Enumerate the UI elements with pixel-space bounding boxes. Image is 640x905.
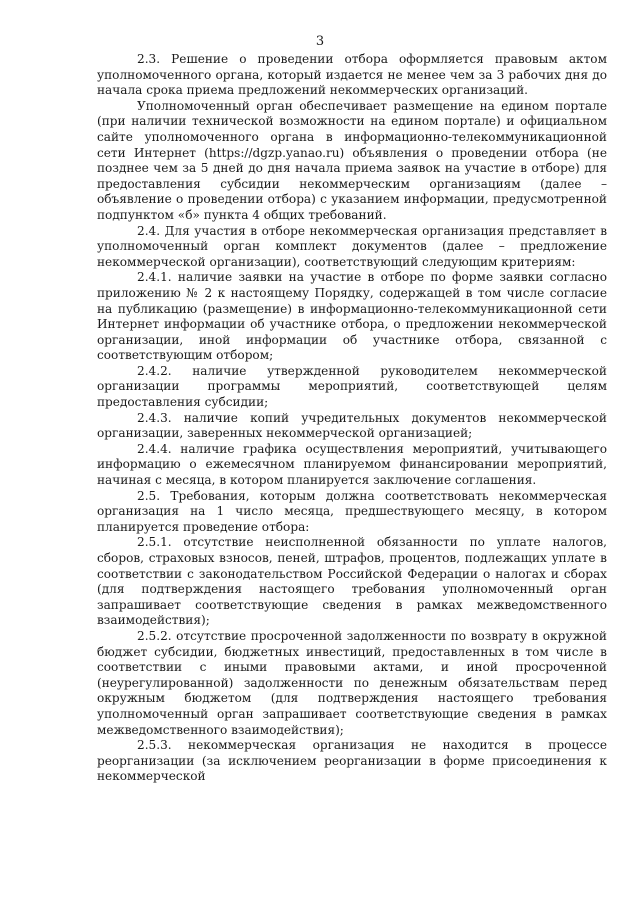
- paragraph-publication-notice: Уполномоченный орган обеспечивает размещение на едином портале (при наличии технической возможности на едином портале) и официальном сайте уполномоченного органа в информационно-телекоммуникационной сети Интернет (https://dgzp.yanao.ru) объявления о проведении отбора (не позднее чем за 5 дней до дня начала приема заявок на участие в отборе) для предоставления субсидии некоммерческим организациям (далее – объявление о проведении отбора) с указанием информации, предусмотренной подпунктом «б» пункта 4 общих требований.: [97, 98, 607, 222]
- paragraph-2-5-2: 2.5.2. отсутствие просроченной задолженности по возврату в окружной бюджет субсидии, бюджетных инвестиций, предоставленных в том числе в соответствии с иными правовыми актами, и иной просроченной (неурегулированной) задолженности по денежным обязательствам перед окружным бюджетом (для подтверждения настоящего требования уполномоченный орган запрашивает соответствующие сведения в рамках межведомственного взаимодействия);: [97, 628, 607, 737]
- paragraph-2-5-3: 2.5.3. некоммерческая организация не находится в процессе реорганизации (за исключением реорганизации в форме присоединения к некоммерческой: [97, 738, 607, 784]
- paragraph-2-3: 2.3. Решение о проведении отбора оформляется правовым актом уполномоченного органа, который издается не менее чем за 3 рабочих дня до начала срока приема предложений некоммерческих организаций.: [97, 52, 607, 98]
- paragraph-2-5: 2.5. Требования, которым должна соответствовать некоммерческая организация на 1 число месяца, предшествующего месяцу, в котором планируется проведение отбора:: [97, 488, 607, 534]
- paragraph-2-4-4: 2.4.4. наличие графика осуществления мероприятий, учитывающего информацию о ежемесячном планируемом финансировании мероприятий, начиная с месяца, в котором планируется заключение соглашения.: [97, 441, 607, 488]
- paragraph-2-4-1: 2.4.1. наличие заявки на участие в отборе по форме заявки согласно приложению № 2 к настоящему Порядку, содержащей в том числе согласие на публикацию (размещение) в информационно-телекоммуникационной сети Интернет информации об участнике отбора, о предложении некоммерческой организации, иной информации об участнике отбора, связанной с соответствующим отбором;: [97, 270, 607, 363]
- paragraph-2-5-1: 2.5.1. отсутствие неисполненной обязанности по уплате налогов, сборов, страховых взносов, пеней, штрафов, процентов, подлежащих уплате в соответствии с законодательством Российской Федерации о налогах и сборах (для подтверждения настоящего требования уполномоченный орган запрашивает соответствующие сведения в рамках межведомственного взаимодействия);: [97, 535, 607, 628]
- paragraph-2-4-2: 2.4.2. наличие утвержденной руководителем некоммерческой организации программы мероприятий, соответствующей целям предоставления субсидии;: [97, 363, 607, 410]
- paragraph-2-4-3: 2.4.3. наличие копий учредительных документов некоммерческой организации, заверенных некоммерческой организацией;: [97, 410, 607, 441]
- paragraph-2-4: 2.4. Для участия в отборе некоммерческая организация представляет в уполномоченный орган комплект документов (далее – предложение некоммерческой организации), соответствующий следующим критериям:: [97, 223, 607, 269]
- page-number: 3: [315, 34, 325, 49]
- document-body: [97, 52, 607, 785]
